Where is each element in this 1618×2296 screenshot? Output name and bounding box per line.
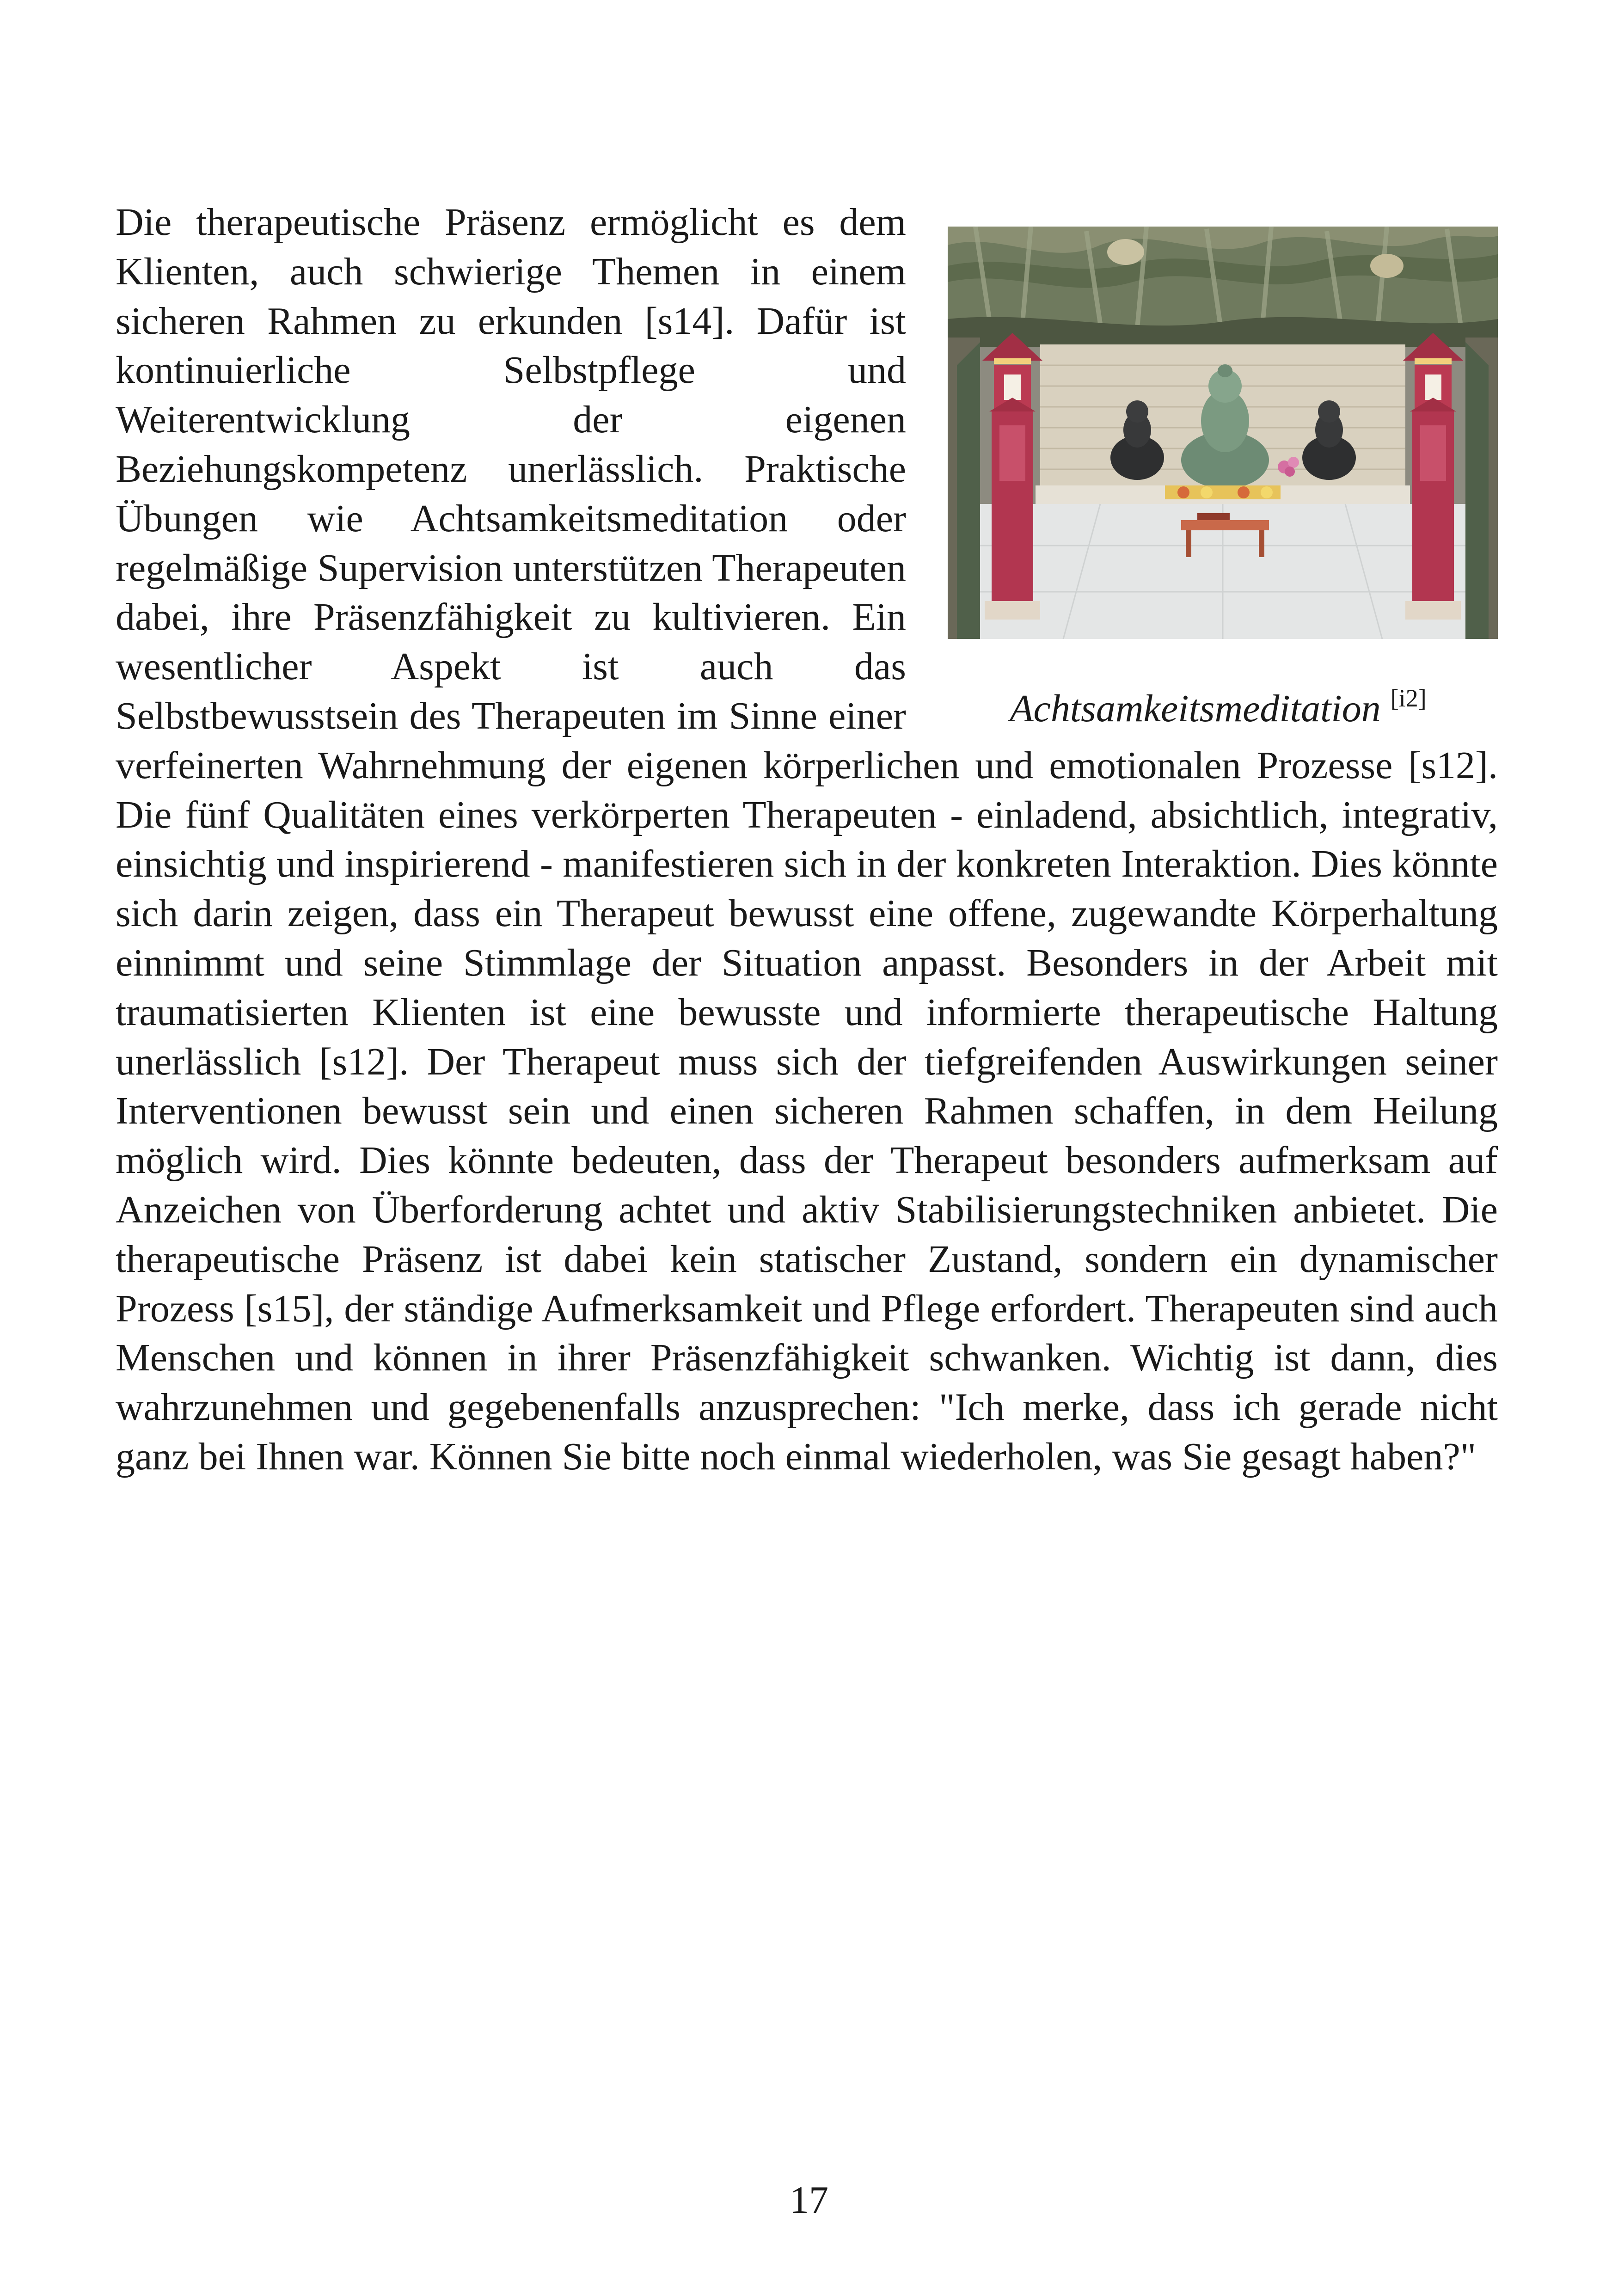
paragraph-text: Die therapeutische Präsenz ermöglicht es dem Klienten, auch schwierige Themen in einem sicheren Rahmen zu erkunden [s14]. Dafür ist kontinuierliche Selbstpflege und Weiterentwicklung der eigenen Beziehungskompetenz unerlässlich. Praktische Übungen wie Achtsamkeitsmeditation oder regelmäßige Supervision unterstützen Therapeuten dabei, ihre Präsenzfähigkeit zu kultivieren. Ein wesentlicher Aspekt ist auch das Selbstbewusstsein des Therapeuten im Sinne einer verfeinerten Wahrnehmung der eigenen körperlichen und emotionalen Prozesse [s12]. Die fünf Qualitäten eines verkörperten Therapeuten - einladend, absichtlich, integrativ, einsichtig und inspirierend - manifestieren sich in der konkreten Interaktion. Dies könnte sich darin zeigen, dass ein Therapeut bewusst eine offene, zugewandte Körperhaltung einnimmt und seine Stimmlage der Situation anpasst. Besonders in der Arbeit mit traumatisierten Klienten ist eine bewusste und informierte therapeutische Haltung unerlässlich [s12]. Der Therapeut muss sich der tiefgreifenden Auswirkungen seiner Interventionen bewusst sein und einen sicheren Rahmen schaffen, in dem Heilung möglich wird. Dies könnte bedeuten, dass der Therapeut besonders aufmerksam auf Anzeichen von Überforderung achtet und aktiv Stabilisierungstechniken anbietet. Die therapeutische Präsenz ist dabei kein statischer Zustand, sondern ein dynamischer Prozess [s15], der ständige Aufmerksamkeit und Pflege erfordert. Therapeuten sind auch Menschen und können in ihrer Präsenzfähigkeit schwanken. Wichtig ist dann, dies wahrzunehmen und gegebenenfalls anzusprechen: "Ich merke, dass ich gerade nicht ganz bei Ihnen war. Können Sie bitte noch einmal wiederholen, was Sie gesagt haben?" — [116, 201, 1498, 1478]
body-text — [116, 198, 1498, 1482]
figure — [938, 198, 1498, 732]
figure-caption-text: Achtsamkeitsmeditation — [1010, 687, 1381, 730]
page-number: 17 — [790, 2179, 828, 2222]
figure-reference: [i2] — [1390, 684, 1427, 712]
figure-caption — [938, 675, 1498, 732]
meditation-shrine-photo — [948, 227, 1498, 639]
